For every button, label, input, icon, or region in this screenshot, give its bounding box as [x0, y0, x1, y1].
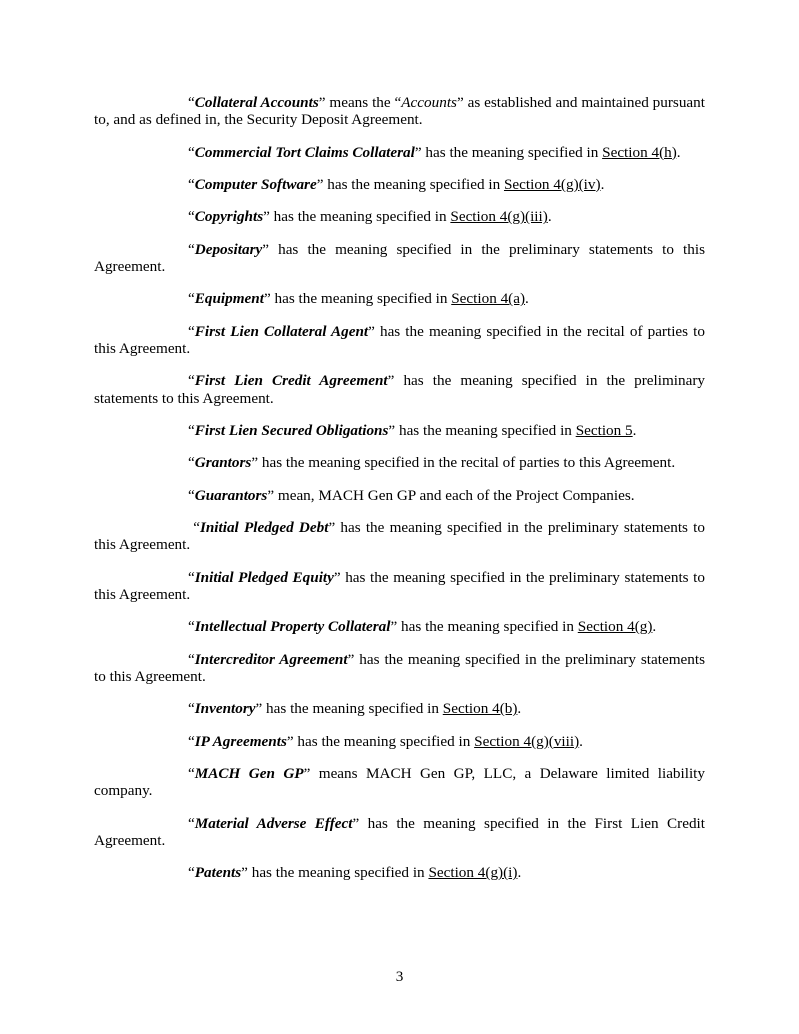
italic-term: Accounts	[401, 94, 457, 111]
defined-term: Depositary	[194, 240, 263, 258]
defined-term: Guarantors	[194, 486, 268, 504]
punctuation: .	[547, 208, 552, 226]
definition-mach-gen-gp: “MACH Gen GP” means MACH Gen GP, LLC, a Delaware limited liability company.	[94, 765, 705, 800]
section-reference: Section 4(g)(viii)	[474, 732, 580, 750]
defined-term: Intellectual Property Collateral	[194, 618, 391, 636]
definition-depositary: “Depositary” has the meaning specified in the preliminary statements to this Agreement.	[94, 240, 705, 275]
defined-term: Initial Pledged Equity	[194, 568, 334, 586]
definition-text: ” as established and maintained pursuant to, and as defined in, the Security Deposit Agreement.	[94, 94, 705, 129]
definition-intellectual-property-collateral: “Intellectual Property Collateral” has the meaning specified in Section 4(g).	[188, 618, 657, 636]
definition-text: has the meaning specified in	[247, 864, 429, 882]
section-reference: Section 4(g)(i)	[428, 864, 518, 882]
punctuation: .	[652, 618, 657, 636]
definition-text: has the meaning specified in	[270, 290, 452, 308]
section-reference: Section 4(g)	[577, 618, 653, 636]
punctuation: .	[579, 732, 583, 750]
section-reference: Section 4(b)	[442, 700, 518, 718]
defined-term: IP Agreements	[194, 732, 287, 750]
definition-text: has the meaning specified in the preliminary statements to this Agreement.	[94, 240, 705, 275]
definition-text: has the meaning specified in	[323, 175, 504, 193]
defined-term: Initial Pledged Debt	[199, 519, 329, 537]
section-reference: Section 4(g)(iii)	[450, 208, 548, 226]
definition-text: mean, MACH Gen GP and each of the Project Companies.	[274, 486, 635, 504]
definition-guarantors: “Guarantors” mean, MACH Gen GP and each of the Project Companies.	[188, 486, 635, 504]
defined-term: Equipment	[194, 290, 264, 308]
punctuation: .	[676, 143, 681, 161]
definitions-list	[94, 94, 705, 897]
defined-term: Computer Software	[194, 175, 317, 193]
defined-term: First Lien Credit Agreement	[194, 372, 388, 390]
section-reference: Section 4(h)	[602, 143, 677, 161]
definition-intercreditor-agreement: “Intercreditor Agreement” has the meaning specified in the preliminary statements to this Agreement.	[94, 650, 705, 685]
defined-term: MACH Gen GP	[194, 765, 304, 783]
punctuation: .	[525, 290, 529, 308]
definition-commercial-tort-claims-collateral: “Commercial Tort Claims Collateral” has the meaning specified in Section 4(h).	[188, 143, 681, 161]
definition-patents: “Patents” has the meaning specified in Section 4(g)(i).	[188, 864, 522, 882]
punctuation: .	[600, 175, 605, 193]
section-reference: Section 4(g)(iv)	[503, 175, 601, 193]
defined-term: Commercial Tort Claims Collateral	[194, 143, 415, 161]
definition-text: has the meaning specified in the recital of parties to this Agreement.	[258, 454, 676, 472]
definition-text: means the “	[325, 94, 402, 111]
definition-collateral-accounts: “Collateral Accounts” means the “Accounts” as established and maintained pursuant to, and as defined in, the Security Deposit Agreement.	[94, 94, 705, 129]
definition-copyrights: “Copyrights” has the meaning specified in Section 4(g)(iii).	[188, 208, 552, 226]
defined-term: Inventory	[194, 700, 256, 718]
definition-initial-pledged-equity: “Initial Pledged Equity” has the meaning specified in the preliminary statements to this Agreement.	[94, 568, 705, 603]
definition-text: has the meaning specified in	[269, 208, 451, 226]
defined-term: Collateral Accounts	[194, 94, 319, 111]
definition-text: has the meaning specified in the preliminary statements to this Agreement.	[94, 372, 705, 407]
definition-equipment: “Equipment” has the meaning specified in Section 4(a).	[188, 290, 529, 308]
definition-grantors: “Grantors” has the meaning specified in the recital of parties to this Agreement.	[188, 454, 676, 472]
definition-first-lien-credit-agreement: “First Lien Credit Agreement” has the meaning specified in the preliminary statements to this Agreement.	[94, 372, 705, 407]
punctuation: .	[517, 700, 522, 718]
definition-text: has the meaning specified in the recital of parties to this Agreement.	[94, 322, 705, 357]
definition-text: has the meaning specified in	[395, 421, 576, 439]
punctuation: .	[517, 864, 522, 882]
definition-ip-agreements: “IP Agreements” has the meaning specified in Section 4(g)(viii).	[188, 732, 583, 750]
definition-text: has the meaning specified in the preliminary statements to this Agreement.	[94, 650, 705, 685]
definition-first-lien-collateral-agent: “First Lien Collateral Agent” has the meaning specified in the recital of parties to this Agreement.	[94, 322, 705, 357]
definition-computer-software: “Computer Software” has the meaning specified in Section 4(g)(iv).	[188, 175, 605, 193]
definition-first-lien-secured-obligations: “First Lien Secured Obligations” has the meaning specified in Section 5.	[188, 421, 637, 439]
page-number: 3	[395, 968, 404, 985]
definition-text: has the meaning specified in the preliminary statements to this Agreement.	[94, 519, 705, 554]
definition-text: has the meaning specified in	[293, 732, 475, 750]
defined-term: Intercreditor Agreement	[194, 650, 348, 668]
punctuation: .	[632, 421, 637, 439]
section-reference: Section 5	[575, 421, 633, 439]
defined-term: Grantors	[194, 454, 252, 472]
definition-text: has the meaning specified in	[262, 700, 443, 718]
definition-text: has the meaning specified in	[421, 143, 603, 161]
definition-initial-pledged-debt: “Initial Pledged Debt” has the meaning specified in the preliminary statements to this Agreement.	[94, 519, 705, 554]
section-reference: Section 4(a)	[451, 290, 526, 308]
definition-text: has the meaning specified in the First Lien Credit Agreement.	[94, 814, 705, 849]
defined-term: First Lien Secured Obligations	[194, 421, 389, 439]
defined-term: Material Adverse Effect	[194, 814, 353, 832]
defined-term: Patents	[194, 864, 242, 882]
defined-term: First Lien Collateral Agent	[194, 322, 369, 340]
definition-text: means MACH Gen GP, LLC, a Delaware limited liability company.	[94, 765, 705, 800]
definition-text: has the meaning specified in the preliminary statements to this Agreement.	[94, 568, 705, 603]
definition-material-adverse-effect: “Material Adverse Effect” has the meaning specified in the First Lien Credit Agreement.	[94, 814, 705, 849]
definition-inventory: “Inventory” has the meaning specified in Section 4(b).	[188, 700, 522, 718]
defined-term: Copyrights	[194, 208, 264, 226]
definition-text: has the meaning specified in	[397, 618, 578, 636]
